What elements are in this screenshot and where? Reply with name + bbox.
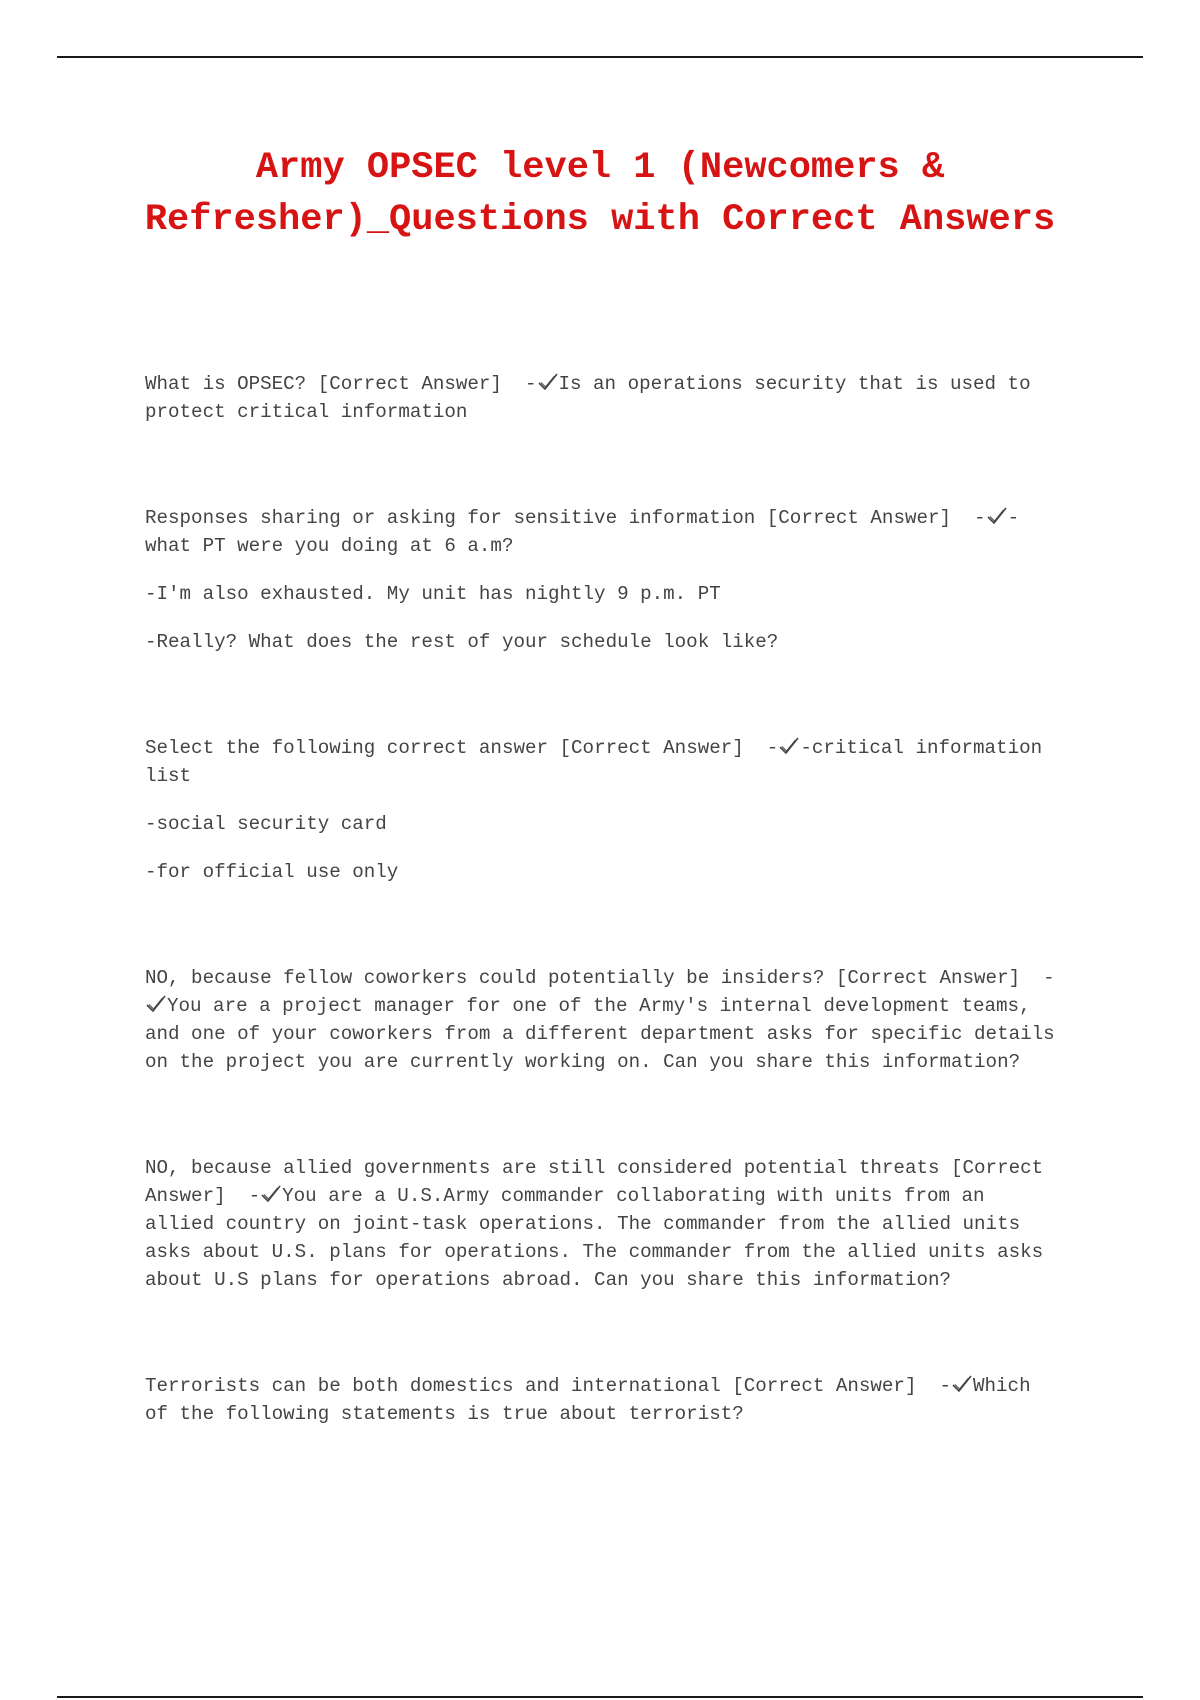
answer-text: You are a project manager for one of the Army's internal development teams, and one of your coworkers from a different department asks for specific details on the project you are currently working on. Can you share this information? [145, 995, 1067, 1073]
correct-answer-marker: [Correct Answer] [559, 737, 744, 759]
checkmark-icon [986, 506, 1008, 526]
correct-answer-marker: [Correct Answer] [835, 967, 1021, 989]
answer-text: -critical information list [145, 737, 1054, 787]
qa-paragraph [145, 504, 1065, 560]
question-text: What is OPSEC? [145, 373, 307, 395]
checkmark-icon [537, 372, 559, 392]
qa-item-2 [145, 504, 1065, 656]
answer-line: -Really? What does the rest of your schedule look like? [145, 631, 779, 653]
dash: - [766, 737, 779, 759]
question-text: Responses sharing or asking for sensitive information [145, 507, 756, 529]
answer-line: -for official use only [145, 861, 399, 883]
answer-text: Is an operations security that is used to protect critical information [145, 373, 1043, 423]
correct-answer-marker: [Correct Answer] [145, 1157, 1055, 1207]
qa-item-6 [145, 1372, 1065, 1428]
question-text: Select the following correct answer [145, 737, 549, 759]
dash: - [1043, 967, 1055, 989]
correct-answer-marker: [Correct Answer] [766, 507, 952, 529]
page-top-rule [57, 56, 1143, 58]
answer-text: -what PT were you doing at 6 a.m? [145, 507, 1020, 557]
qa-item-5 [145, 1154, 1065, 1294]
answer-text: You are a U.S.Army commander collaborating with units from an allied country on joint-task operations. The commander from the allied units asks about U.S. plans for operations. The commander from the allied units asks about U.S plans for operations abroad. Can you share this information? [145, 1185, 1055, 1291]
qa-paragraph [145, 964, 1065, 1076]
dash: - [248, 1185, 261, 1207]
qa-paragraph [145, 734, 1065, 790]
checkmark-icon [260, 1184, 282, 1204]
qa-paragraph [145, 1372, 1065, 1428]
correct-answer-marker: [Correct Answer] [732, 1375, 917, 1397]
answer-text: Which of the following statements is true about terrorist? [145, 1375, 1043, 1425]
question-text: NO, because fellow coworkers could potentially be insiders? [145, 967, 825, 989]
page-bottom-rule [57, 1696, 1143, 1698]
document-title: Army OPSEC level 1 (Newcomers & Refresher)_Questions with Correct Answers [144, 147, 1056, 241]
question-text: Terrorists can be both domestics and international [145, 1375, 721, 1397]
checkmark-icon [951, 1374, 973, 1394]
qa-item-4 [145, 964, 1065, 1076]
answer-line: -I'm also exhausted. My unit has nightly 9 p.m. PT [145, 583, 721, 605]
qa-item-1 [145, 370, 1065, 426]
qa-list [145, 370, 1065, 1506]
qa-paragraph [145, 370, 1065, 426]
checkmark-icon [145, 994, 167, 1014]
question-text: NO, because allied governments are still considered potential threats [145, 1157, 940, 1179]
dash: - [524, 373, 537, 395]
dash: - [974, 507, 986, 529]
dash: - [939, 1375, 952, 1397]
answer-line: -social security card [145, 813, 387, 835]
checkmark-icon [778, 736, 800, 756]
correct-answer-marker: [Correct Answer] [317, 373, 502, 395]
qa-paragraph [145, 1154, 1065, 1294]
qa-item-3 [145, 734, 1065, 886]
